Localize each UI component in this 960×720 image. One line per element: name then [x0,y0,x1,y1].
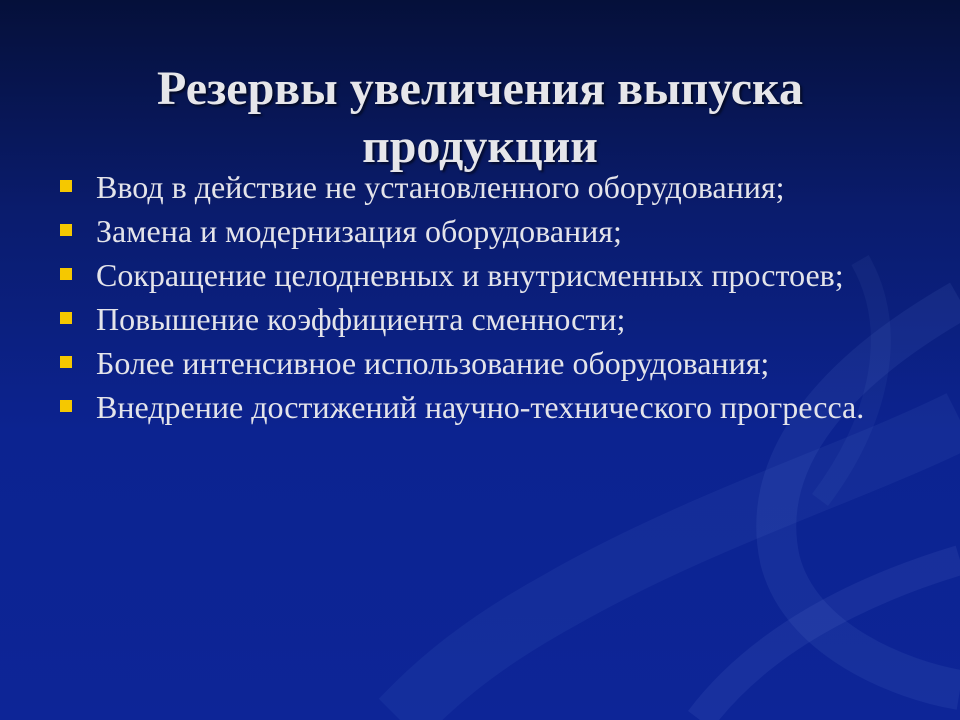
list-item [60,302,920,336]
list-item [60,214,920,248]
bullet-text: Повышение коэффициента сменности; [96,301,626,337]
bullet-text: Более интенсивное использование оборудования; [96,345,770,381]
list-item [60,346,920,380]
square-bullet-icon [60,268,72,280]
bullet-text: Внедрение достижений научно-технического прогресса. [96,389,865,425]
square-bullet-icon [60,224,72,236]
bullet-text: Замена и модернизация оборудования; [96,213,622,249]
bullet-text: Ввод в действие не установленного оборудования; [96,169,785,205]
list-item [60,390,920,424]
bullet-text: Сокращение целодневных и внутрисменных простоев; [96,257,844,293]
square-bullet-icon [60,356,72,368]
bullet-list [60,170,920,434]
square-bullet-icon [60,180,72,192]
list-item [60,258,920,292]
slide-title: Резервы увеличения выпуска продукции [157,62,803,174]
square-bullet-icon [60,400,72,412]
list-item [60,170,920,204]
square-bullet-icon [60,312,72,324]
